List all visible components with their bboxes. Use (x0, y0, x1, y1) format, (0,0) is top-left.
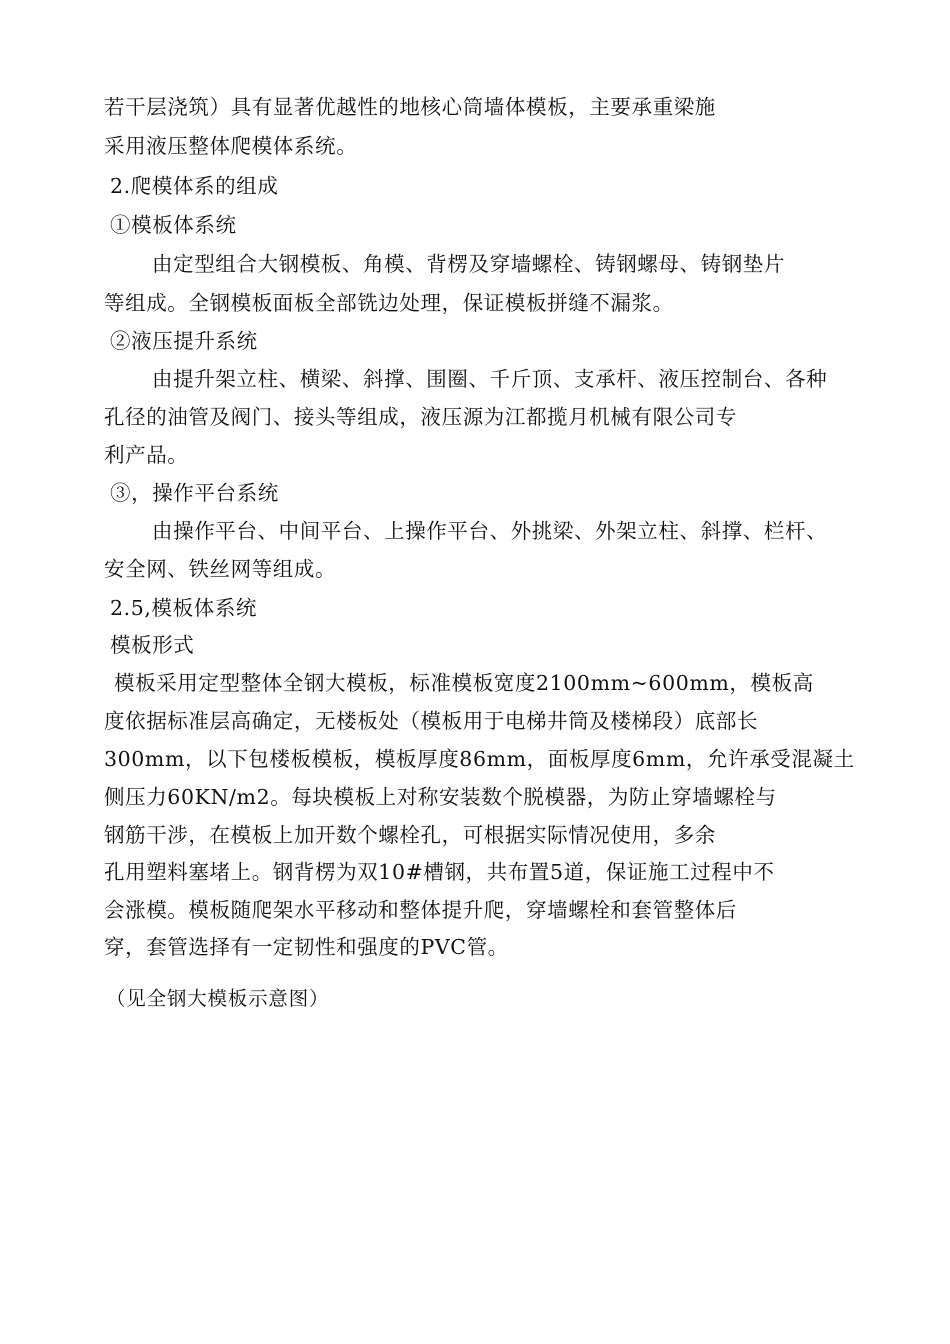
subsection-heading: ①模板体系统 (110, 213, 237, 237)
text-line: 采用液压整体爬模体系统。 (104, 134, 358, 158)
paragraph-first-line: 由定型组合大钢模板、角模、背楞及穿墙螺栓、铸钢螺母、铸钢垫片 (152, 252, 785, 276)
section-heading: 2.爬模体系的组成 (110, 174, 279, 198)
figure-caption: （见全钢大模板示意图） (106, 987, 330, 1010)
section-heading: 2.5,模板体系统 (110, 596, 258, 620)
text-line: 等组成。全钢模板面板全部铣边处理，保证模板拼缝不漏浆。 (104, 291, 674, 315)
text-line: 侧压力60KN/m2。每块模板上对称安装数个脱模器，为防止穿墙螺栓与 (104, 785, 777, 809)
text-line: 若干层浇筑）具有显著优越性的地核心筒墙体模板，主要承重梁施 (104, 95, 716, 119)
text-line: 钢筋干涉，在模板上加开数个螺栓孔，可根据实际情况使用，多余 (104, 823, 716, 847)
text-line: 孔径的油管及阀门、接头等组成，液压源为江都揽月机械有限公司专 (104, 405, 737, 429)
text-line: 会涨模。模板随爬架水平移动和整体提升爬，穿墙螺栓和套管整体后 (104, 898, 737, 922)
text-line: 穿，套管选择有一定韧性和强度的PVC管。 (104, 935, 509, 959)
text-line: 度依据标准层高确定，无楼板处（模板用于电梯井筒及楼梯段）底部长 (104, 709, 759, 733)
subsection-heading: ②液压提升系统 (110, 329, 258, 353)
text-line: 安全网、铁丝网等组成。 (104, 557, 337, 581)
paragraph-first-line: 模板采用定型整体全钢大模板，标准模板宽度2100mm~600mm，模板高 (114, 671, 814, 695)
paragraph-first-line: 由操作平台、中间平台、上操作平台、外挑梁、外架立柱、斜撑、栏杆、 (152, 519, 828, 543)
subsection-heading: ③，操作平台系统 (110, 481, 279, 505)
text-line: 300mm，以下包楼板模板，模板厚度86mm，面板厚度6mm，允许承受混凝土 (104, 747, 855, 771)
text-line: 利产品。 (104, 443, 189, 467)
paragraph-first-line: 由提升架立柱、横梁、斜撑、围圈、千斤顶、支承杆、液压控制台、各种 (152, 367, 828, 391)
subsection-heading: 模板形式 (110, 633, 195, 657)
text-line: 孔用塑料塞堵上。钢背楞为双10#槽钢，共布置5道，保证施工过程中不 (104, 860, 775, 884)
